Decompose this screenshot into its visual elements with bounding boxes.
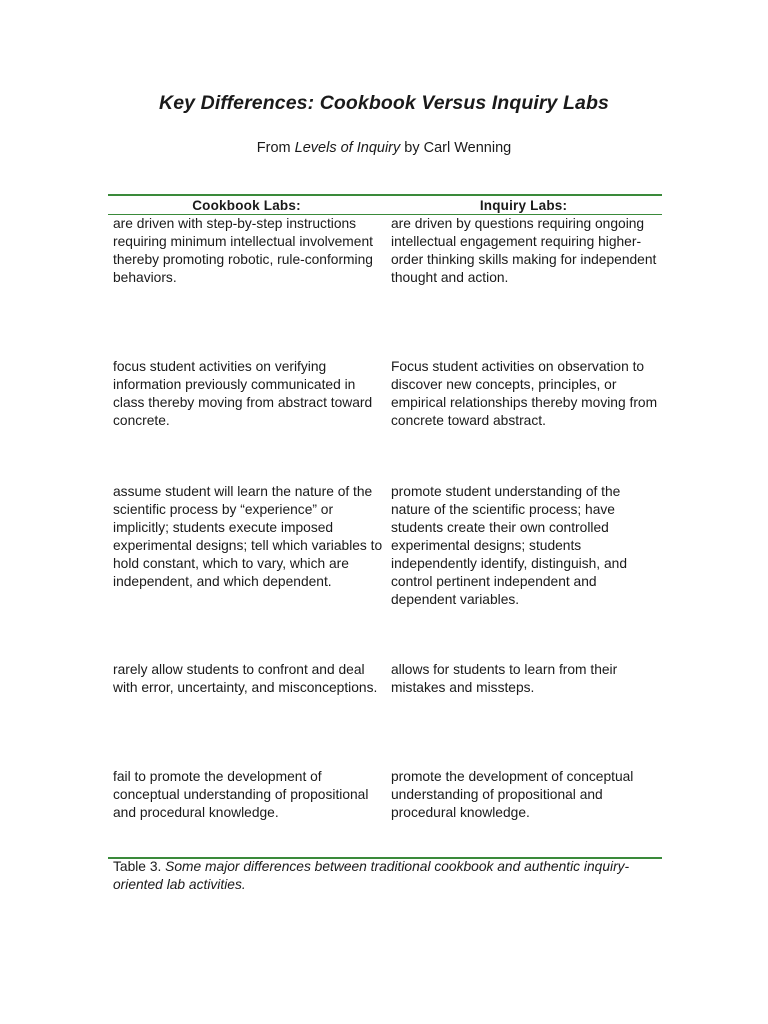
- cookbook-cell: assume student will learn the nature of the scientific process by “experience” or implicitly; students execute imposed experimental designs; tell which variables to hold constant, which to vary, which are independent, and which dependent.: [113, 484, 383, 589]
- table-header-row: [108, 196, 662, 214]
- subtitle-work-title: Levels of Inquiry: [294, 140, 401, 156]
- subtitle-prefix: From: [256, 140, 295, 156]
- cookbook-cell: focus student activities on verifying information previously communicated in class thereby moving from abstract toward concrete.: [113, 359, 373, 428]
- header-inquiry-labs: Inquiry Labs:: [479, 197, 568, 213]
- subtitle-suffix: by Carl Wenning: [400, 140, 512, 156]
- table-row: [108, 358, 662, 483]
- inquiry-cell: promote the development of conceptual understanding of propositional and procedural knowledge.: [391, 769, 634, 820]
- inquiry-cell: Focus student activities on observation to discover new concepts, principles, or empirical relationships thereby moving from concrete toward abstract.: [391, 359, 658, 428]
- document-subtitle: [0, 140, 768, 156]
- inquiry-cell: are driven by questions requiring ongoing intellectual engagement requiring higher-order thinking skills making for independent thought and action.: [391, 216, 657, 285]
- document-title: Key Differences: Cookbook Versus Inquiry Labs: [159, 92, 609, 114]
- table-row: [108, 483, 662, 661]
- cookbook-cell: fail to promote the development of conceptual understanding of propositional and procedural knowledge.: [113, 769, 369, 820]
- caption-label: Table 3.: [113, 859, 166, 874]
- cookbook-cell: are driven with step-by-step instructions requiring minimum intellectual involvement thereby promoting robotic, rule-conforming behaviors.: [113, 216, 373, 285]
- inquiry-cell: promote student understanding of the nature of the scientific process; have students create their own controlled experimental designs; students independently identify, distinguish, and control pertinent independent and dependent variables.: [391, 484, 627, 607]
- table-row: [108, 768, 662, 857]
- table-row: [108, 215, 662, 358]
- table-row: [108, 661, 662, 768]
- cookbook-cell: rarely allow students to confront and deal with error, uncertainty, and misconceptions.: [113, 662, 378, 695]
- comparison-table: [108, 194, 662, 859]
- header-cookbook-labs: Cookbook Labs:: [192, 197, 301, 213]
- table-caption: [113, 858, 653, 894]
- caption-text: Some major differences between traditional cookbook and authentic inquiry-oriented lab activities.: [113, 859, 630, 892]
- inquiry-cell: allows for students to learn from their mistakes and missteps.: [391, 662, 618, 695]
